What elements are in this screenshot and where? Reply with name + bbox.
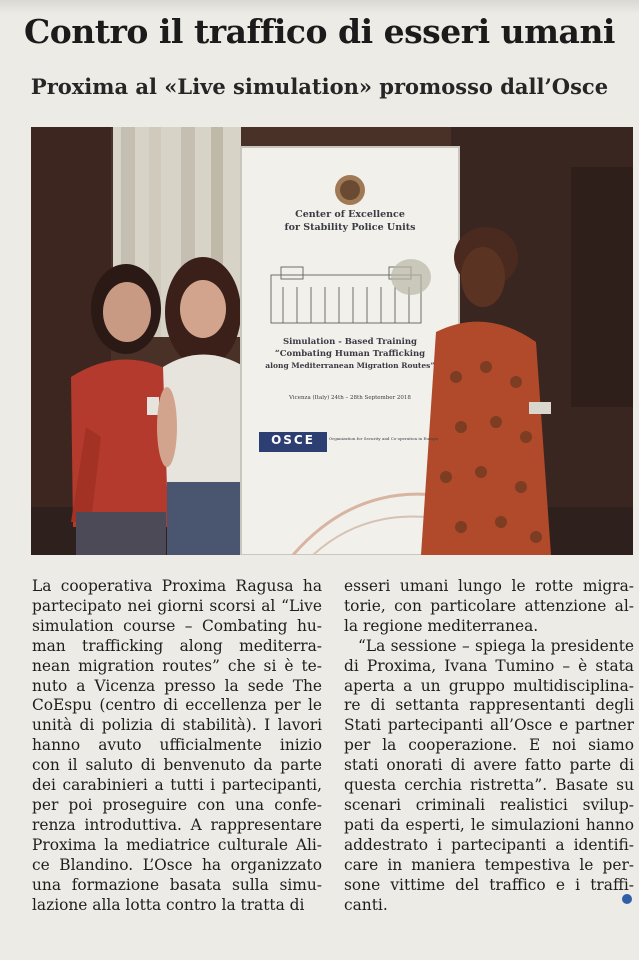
body-column-right <box>344 577 634 915</box>
body-right-line: addestrato i partecipanti a identifi- <box>344 835 634 854</box>
osce-logo: OSCE <box>271 433 315 447</box>
body-right-line: care in maniera tempestiva le per- <box>344 855 634 874</box>
banner-course-line2: “Combating Human Trafficking <box>274 349 426 359</box>
banner-title-line2: for Stability Police Units <box>284 222 416 233</box>
article-body <box>32 577 632 917</box>
banner-dates: Vicenza (Italy) 24th – 28th September 2018 <box>289 395 411 401</box>
body-left-line: CoEspu (centro di eccellenza per le <box>32 696 322 715</box>
banner-title-line1: Center of Excellence <box>295 209 405 220</box>
article-end-dot <box>622 894 632 904</box>
body-left-line: con il saluto di benvenuto da parte <box>32 756 322 775</box>
body-right-line: per la cooperazione. E noi siamo <box>344 736 634 755</box>
article-subheadline: Proxima al «Live simulation» promosso dall’Osce <box>30 74 609 99</box>
body-right-line: “La sessione – spiega la presidente <box>358 636 634 655</box>
body-right-line: torie, con particolare attenzione al- <box>344 596 634 615</box>
body-left-line: partecipato nei giorni scorsi al “Live <box>32 596 322 615</box>
body-left-line: nuto a Vicenza presso la sede The <box>32 676 322 695</box>
body-right-line: la regione mediterranea. <box>344 616 539 635</box>
body-left-line: nean migration routes” che si è te- <box>32 656 322 675</box>
body-left-line: renza introduttiva. A rappresentare <box>32 815 322 834</box>
body-right-line: di Proxima, Ivana Tumino – è stata <box>344 656 634 675</box>
body-right-line: re di settanta rappresentanti degli <box>344 696 634 715</box>
body-left-line: Proxima la mediatrice culturale Ali- <box>32 835 322 854</box>
body-right-line: canti. <box>344 895 388 914</box>
banner-course-line1: Simulation - Based Training <box>283 337 417 347</box>
body-left-line: La cooperativa Proxima Ragusa ha <box>32 577 322 595</box>
body-column-left <box>32 577 322 915</box>
osce-org-name: Organization for Security and Co-operation in Europe <box>329 436 439 441</box>
body-right-line: sone vittime del traffico e i traffi- <box>344 875 634 894</box>
body-left-line: unità di polizia di stabilità). I lavori <box>32 716 322 735</box>
body-right-line: questa cerchia ristretta”. Basate su <box>344 776 634 795</box>
body-right-line: esseri umani lungo le rotte migra- <box>344 577 634 595</box>
body-left-line: hanno avuto ufficialmente inizio <box>32 736 322 755</box>
body-left-line: per poi proseguire con una confe- <box>32 795 322 814</box>
body-left-line: dei carabinieri a tutti i partecipanti, <box>32 776 322 795</box>
body-right-line: pati da esperti, le simulazioni hanno <box>344 815 634 834</box>
banner-course-line3: along Mediterranean Migration Routes” <box>265 361 435 370</box>
body-left-line: man trafficking along mediterra- <box>32 636 322 655</box>
body-right-line: Stati partecipanti all’Osce e partner <box>344 716 634 735</box>
article-headline: Contro il traffico di esseri umani <box>24 12 615 51</box>
body-left-line: una formazione basata sulla simu- <box>32 875 322 894</box>
body-left-line: simulation course – Combating hu- <box>32 616 322 635</box>
body-right-line: aperta a un gruppo multidisciplina- <box>344 676 634 695</box>
body-left-line: ce Blandino. L’Osce ha organizzato <box>32 855 322 874</box>
body-right-line: scenari criminali realistici svilup- <box>344 795 634 814</box>
body-left-line: lazione alla lotta contro la tratta di <box>32 895 305 914</box>
body-right-line: stati onorati di avere fatto parte di <box>344 756 634 775</box>
article-photo <box>31 127 633 555</box>
